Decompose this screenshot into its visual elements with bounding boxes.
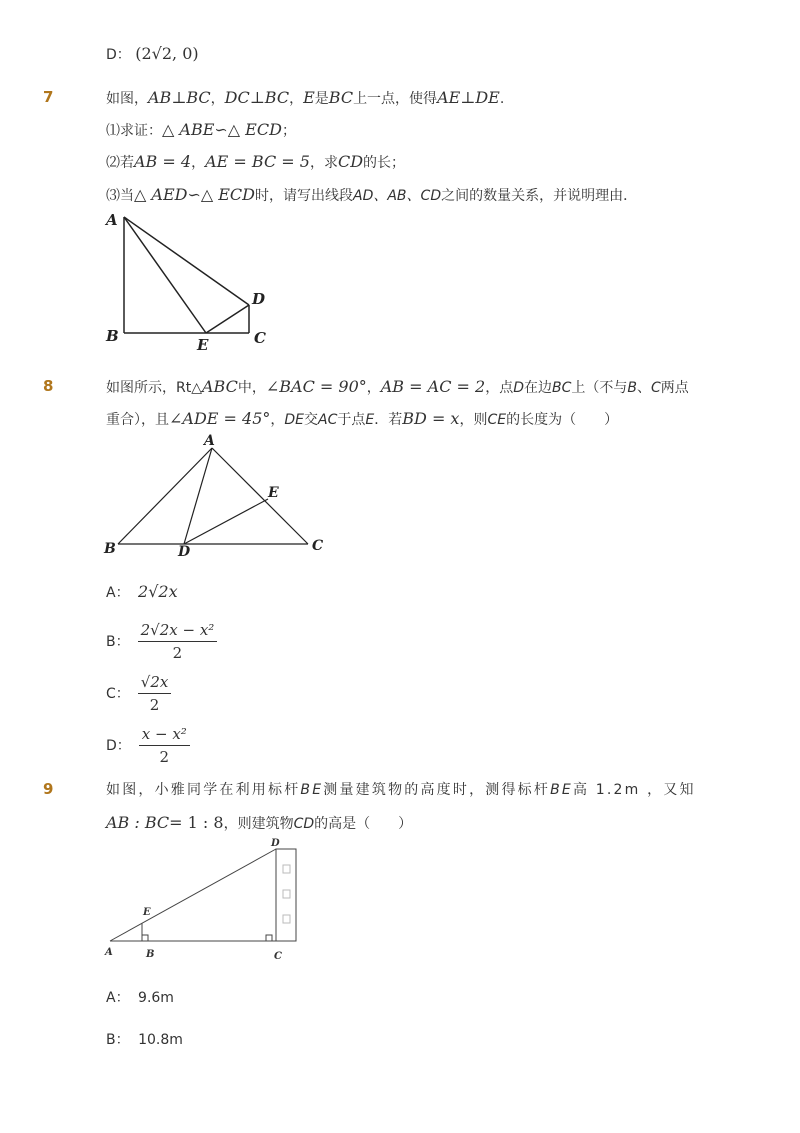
vertex-label-e: E: [197, 336, 209, 354]
text: 如图所示，Rt△: [106, 380, 202, 396]
text: ．若: [374, 412, 403, 428]
text: 高 1.2m ，又知: [572, 782, 696, 798]
math: DC⊥BC: [224, 88, 290, 107]
option-label: B：: [106, 1032, 130, 1048]
text: 两点: [660, 380, 689, 396]
vertex-label-e: E: [143, 907, 151, 918]
building-cd: [276, 849, 296, 941]
text: ⑵若: [106, 155, 134, 171]
q7-part-1: [106, 120, 296, 141]
text: ，求: [309, 155, 338, 171]
text: 上（不与: [571, 380, 628, 396]
text: D: [513, 380, 524, 396]
text: BE: [550, 782, 573, 798]
q7-part-3: [106, 185, 637, 206]
option-label: A：: [106, 990, 130, 1006]
vertex-label-b: B: [104, 541, 116, 557]
segment-de: [184, 499, 268, 544]
numerator: 2√2x − x²: [138, 620, 218, 642]
math: CD: [337, 152, 364, 171]
text: ，则: [459, 412, 488, 428]
text: 的长度为（ ）: [506, 412, 619, 428]
text: BE: [300, 782, 324, 798]
text: B: [627, 380, 637, 396]
numerator: √2x: [138, 672, 172, 694]
segment-ed: [206, 305, 249, 333]
text: ，: [210, 91, 225, 107]
right-angle-c: [266, 935, 272, 941]
segment-ad: [124, 217, 249, 305]
option-label: D：: [106, 737, 131, 754]
math: △ ABE∽△ ECD: [162, 120, 282, 139]
text: 是: [314, 91, 329, 107]
text: 于点: [337, 412, 366, 428]
text: 时，请写出线段: [255, 188, 353, 204]
q8-option-d[interactable]: [106, 724, 190, 767]
math: BD = x: [402, 409, 460, 428]
math: BC: [328, 88, 354, 107]
window: [283, 915, 290, 923]
option-value: 2√2x: [138, 582, 178, 601]
text: ；: [281, 123, 296, 139]
math: = 1 : 8: [169, 813, 224, 832]
math: ABC: [201, 377, 238, 396]
denominator: 2: [159, 748, 170, 766]
text: 在边: [523, 380, 552, 396]
text: E: [365, 412, 375, 428]
q8-line-1: [106, 377, 689, 398]
vertex-label-a: A: [204, 433, 215, 449]
text: ，: [366, 380, 381, 396]
q9-option-b[interactable]: [106, 1030, 183, 1050]
text: ，: [270, 412, 285, 428]
question-number-9: 9: [43, 780, 54, 798]
text: ，: [289, 91, 304, 107]
vertex-label-e: E: [268, 485, 279, 501]
text: AC: [318, 412, 338, 428]
math: E: [303, 88, 315, 107]
text: ，点: [485, 380, 514, 396]
math: ∠ADE = 45°: [169, 409, 271, 428]
option-label: D：: [106, 47, 131, 63]
fraction: [139, 724, 190, 767]
option-label: A：: [106, 585, 130, 601]
q8-line-2: [106, 409, 618, 430]
q6-option-d[interactable]: [106, 44, 199, 65]
math: AB⊥BC: [148, 88, 211, 107]
text: .: [499, 91, 505, 107]
denominator: 2: [149, 696, 160, 714]
vertex-label-b: B: [146, 949, 155, 960]
option-label: B：: [106, 633, 130, 650]
math: AB : BC: [106, 813, 170, 832]
vertex-label-a: A: [105, 947, 113, 958]
fraction: [138, 672, 172, 715]
option-value: 10.8m: [138, 1032, 183, 1048]
q9-option-a[interactable]: [106, 988, 174, 1008]
vertex-label-c: C: [254, 329, 266, 347]
q7-intro: [106, 88, 504, 109]
q9-line-2: [106, 813, 412, 834]
window: [283, 865, 290, 873]
question-number-7: 7: [43, 88, 54, 106]
text: BC: [551, 380, 572, 396]
denominator: 2: [172, 644, 183, 662]
text: 上一点，使得: [353, 91, 438, 107]
math: ∠BAC = 90°: [265, 377, 367, 396]
text: DE: [284, 412, 305, 428]
text: ⑴求证：: [106, 123, 162, 139]
option-value: (2√2, 0): [135, 44, 199, 63]
vertex-label-b: B: [106, 327, 119, 345]
text: 、: [636, 380, 651, 396]
text: CD: [293, 816, 315, 832]
text: 中，: [237, 380, 266, 396]
text: AD、AB、CD: [353, 188, 442, 204]
q8-option-c[interactable]: [106, 672, 171, 715]
math: AB = AC = 2: [380, 377, 486, 396]
vertex-label-d: D: [178, 544, 191, 560]
text: 的长；: [363, 155, 406, 171]
sight-line-ad: [110, 849, 276, 941]
numerator: x − x²: [139, 724, 190, 746]
vertex-label-d: D: [271, 838, 280, 849]
math: △ AED∽△ ECD: [134, 185, 255, 204]
text: 如图，小雅同学在利用标杆: [106, 782, 301, 798]
right-angle-b: [142, 935, 148, 941]
option-label: C：: [106, 685, 130, 702]
question-number-8: 8: [43, 377, 54, 395]
vertex-label-c: C: [274, 951, 282, 962]
text: 重合），且: [106, 412, 169, 428]
math: AB = 4: [134, 152, 192, 171]
math: AE⊥DE: [437, 88, 500, 107]
q9-figure: [100, 835, 310, 970]
segment-ae: [124, 217, 206, 333]
text: CE: [487, 412, 507, 428]
text: 测量建筑物的高度时，测得标杆: [323, 782, 551, 798]
text: ，: [191, 155, 206, 171]
q8-figure: [100, 430, 330, 560]
text: 的高是（ ）: [314, 816, 413, 832]
q9-line-1: [106, 780, 696, 800]
text: 之间的数量关系，并说明理由．: [441, 188, 638, 204]
vertex-label-c: C: [312, 538, 324, 554]
vertex-label-a: A: [106, 211, 118, 229]
text: 如图，: [106, 91, 148, 107]
math: AE = BC = 5: [205, 152, 310, 171]
q8-option-a[interactable]: [106, 582, 178, 603]
text: C: [650, 380, 661, 396]
option-value: 9.6m: [138, 990, 174, 1006]
window: [283, 890, 290, 898]
q8-option-b[interactable]: [106, 620, 217, 663]
vertex-label-d: D: [252, 290, 266, 308]
q7-figure: [100, 205, 290, 355]
q7-part-2: [106, 152, 405, 173]
text: ⑶当: [106, 188, 134, 204]
fraction: [138, 620, 218, 663]
text: 交: [304, 412, 319, 428]
segment-ac: [212, 448, 308, 544]
text: ，则建筑物: [223, 816, 294, 832]
